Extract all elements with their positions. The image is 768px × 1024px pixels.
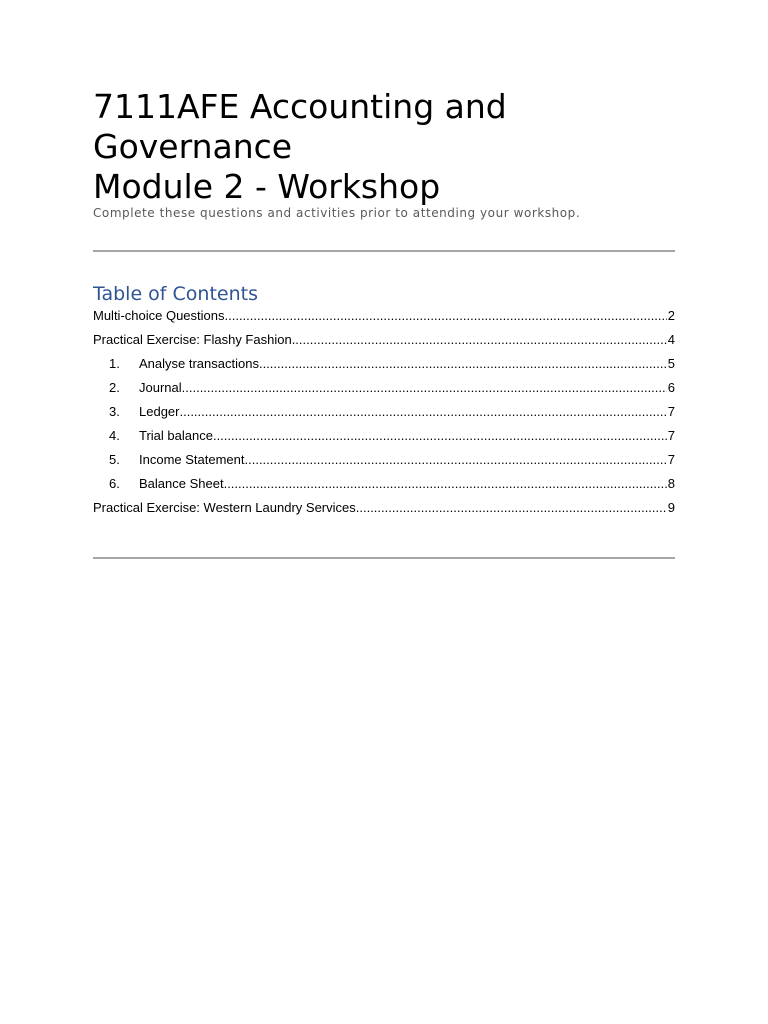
toc-entry-number: 2. — [109, 380, 120, 395]
document-title — [93, 87, 675, 207]
toc-page-number: 6 — [667, 380, 675, 395]
toc-page-number: 7 — [667, 452, 675, 467]
toc-leader-dots — [259, 352, 667, 376]
toc-leader-dots — [292, 328, 667, 352]
toc-leader-dots — [356, 496, 667, 520]
toc-leader-dots — [224, 472, 667, 496]
toc-entry-label: Trial balance — [139, 428, 213, 443]
toc-leader-dots — [182, 376, 667, 400]
toc-entry-number: 6. — [109, 476, 120, 491]
toc-entry-balance-sheet[interactable] — [93, 472, 675, 496]
toc-entry-label: Journal — [139, 380, 182, 395]
toc-page-number: 4 — [667, 332, 675, 347]
title-line-2: Governance — [93, 127, 293, 166]
toc-entry-journal[interactable] — [93, 376, 675, 400]
toc-entry-ledger[interactable] — [93, 400, 675, 424]
toc-page-number: 2 — [667, 308, 675, 323]
toc-entry-label: Analyse transactions — [139, 356, 259, 371]
title-line-1: 7111AFE Accounting and — [93, 87, 507, 126]
toc-entry-flashy-fashion[interactable] — [93, 328, 675, 352]
toc-entry-label: Practical Exercise: Western Laundry Services — [93, 500, 356, 515]
toc-entry-number: 4. — [109, 428, 120, 443]
bottom-divider — [93, 557, 675, 559]
toc-entry-number: 3. — [109, 404, 120, 419]
toc-leader-dots — [179, 400, 666, 424]
toc-page-number: 7 — [667, 404, 675, 419]
toc-entry-label: Multi-choice Questions — [93, 308, 225, 323]
document-subtitle: Complete these questions and activities prior to attending your workshop. — [93, 206, 581, 220]
toc-entry-trial-balance[interactable] — [93, 424, 675, 448]
toc-entry-multi-choice-questions[interactable] — [93, 304, 675, 328]
toc-leader-dots — [225, 304, 667, 328]
toc-entry-label: Income Statement — [139, 452, 245, 467]
toc-entry-label: Practical Exercise: Flashy Fashion — [93, 332, 292, 347]
toc-page-number: 7 — [667, 428, 675, 443]
toc-heading: Table of Contents — [93, 283, 258, 305]
toc-entry-western-laundry-services[interactable] — [93, 496, 675, 520]
toc-page-number: 8 — [667, 476, 675, 491]
toc-leader-dots — [213, 424, 667, 448]
toc-page-number: 5 — [667, 356, 675, 371]
toc-leader-dots — [245, 448, 667, 472]
toc-entry-number: 1. — [109, 356, 120, 371]
table-of-contents — [93, 304, 675, 520]
toc-entry-analyse-transactions[interactable] — [93, 352, 675, 376]
toc-entry-number: 5. — [109, 452, 120, 467]
title-line-3: Module 2 - Workshop — [93, 167, 441, 206]
toc-page-number: 9 — [667, 500, 675, 515]
top-divider — [93, 250, 675, 252]
toc-entry-label: Ledger — [139, 404, 180, 419]
toc-entry-income-statement[interactable] — [93, 448, 675, 472]
document-page — [93, 0, 675, 1024]
toc-entry-label: Balance Sheet — [139, 476, 224, 491]
